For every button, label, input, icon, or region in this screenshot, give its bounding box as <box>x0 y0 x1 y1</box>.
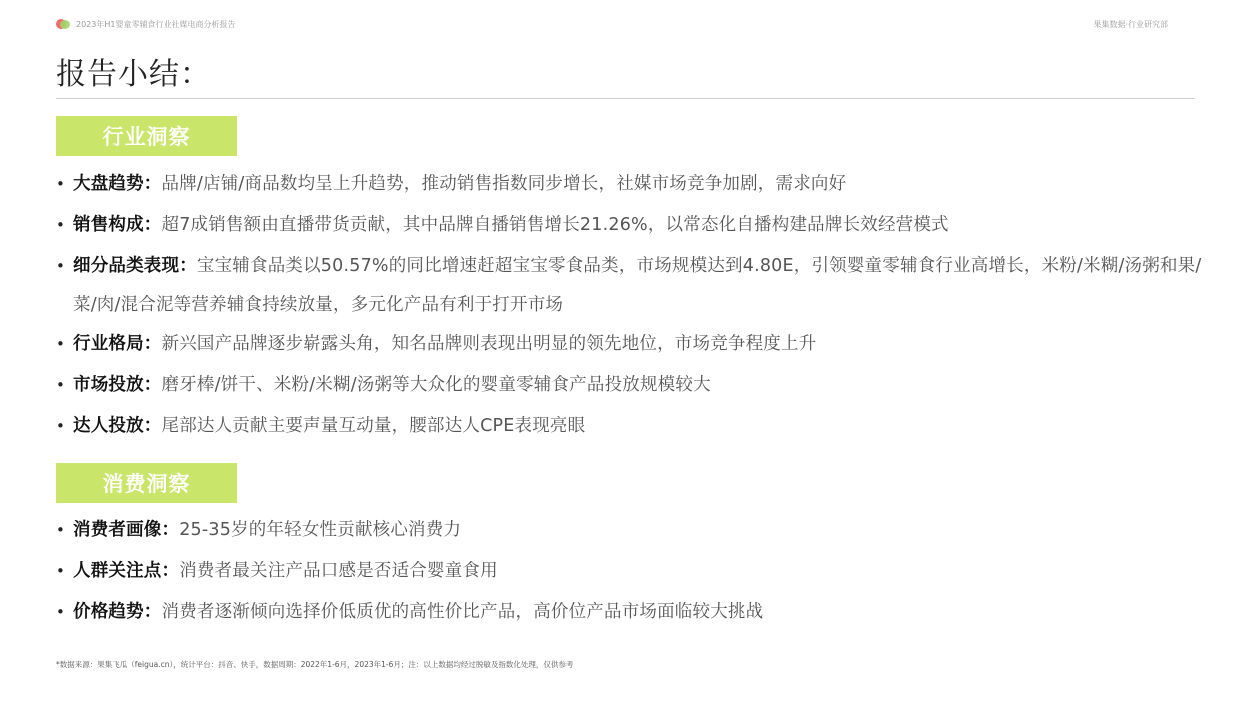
bullet-dot-icon: • <box>56 417 66 435</box>
bullet-dot-icon: • <box>56 562 66 580</box>
item-text: 25-35岁的年轻女性贡献核心消费力 <box>179 520 462 540</box>
item-key: 大盘趋势： <box>73 174 162 194</box>
bullet-dot-icon: • <box>56 175 66 193</box>
item-key: 人群关注点： <box>73 561 180 581</box>
bullet-dot-icon: • <box>56 216 66 234</box>
item-key: 细分品类表现： <box>73 256 197 276</box>
item-text: 超7成销售额由直播带货贡献，其中品牌自播销售增长21.26%，以常态化自播构建品牌长效经营模式 <box>161 215 949 235</box>
list-item-category-performance <box>56 247 1206 325</box>
report-header <box>56 17 1168 31</box>
item-key: 市场投放： <box>73 375 162 395</box>
bullet-dot-icon: • <box>56 376 66 394</box>
page-title: 报告小结： <box>56 57 211 92</box>
item-text: 品牌/店铺/商品数均呈上升趋势，推动销售指数同步增长，社媒市场竞争加剧，需求向好 <box>161 174 847 194</box>
list-item-consumer-profile <box>56 513 1206 547</box>
list-item-influencer-placement <box>56 409 1206 443</box>
data-source-footnote: *数据来源：果集飞瓜（feigua.cn），统计平台：抖音、快手，数据周期：2022年1-6月，2023年1-6月；注：以上数据均经过脱敏及指数化处理，仅供参考 <box>56 660 574 669</box>
section-banner-industry: 行业洞察 <box>56 116 237 156</box>
list-item-market-placement <box>56 368 1206 402</box>
header-left <box>56 19 235 30</box>
list-item-sales-composition <box>56 208 1206 242</box>
item-key: 销售构成： <box>73 215 162 235</box>
department-label: 果集数据·行业研究部 <box>1093 19 1168 29</box>
list-item-industry-landscape <box>56 327 1206 361</box>
bullet-dot-icon: • <box>56 521 66 539</box>
item-key: 行业格局： <box>73 334 162 354</box>
item-text: 宝宝辅食品类以50.57%的同比增速赶超宝宝零食品类，市场规模达到4.80E，引领婴童零辅食行业高增长，米粉/米糊/汤粥和果/菜/肉/混合泥等营养辅食持续放量，多元化产品有利于打开市场 <box>73 256 1202 315</box>
bullet-dot-icon: • <box>56 335 66 353</box>
bullet-dot-icon: • <box>56 257 66 275</box>
report-title: 2023年H1婴童零辅食行业社媒电商分析报告 <box>76 19 236 29</box>
list-item-consumer-concerns <box>56 554 1206 588</box>
bullet-dot-icon: • <box>56 603 66 621</box>
title-divider <box>56 98 1195 99</box>
item-text: 新兴国产品牌逐步崭露头角，知名品牌则表现出明显的领先地位，市场竞争程度上升 <box>161 334 817 354</box>
item-text: 尾部达人贡献主要声量互动量，腰部达人CPE表现亮眼 <box>161 416 586 436</box>
feigua-logo-icon <box>56 19 70 29</box>
item-text: 消费者最关注产品口感是否适合婴童食用 <box>179 561 498 581</box>
list-item-market-trend <box>56 167 1206 201</box>
item-key: 消费者画像： <box>73 520 180 540</box>
item-text: 磨牙棒/饼干、米粉/米糊/汤粥等大众化的婴童零辅食产品投放规模较大 <box>161 375 711 395</box>
industry-insight-list <box>56 167 1206 450</box>
list-item-price-trend <box>56 595 1206 629</box>
item-key: 价格趋势： <box>73 602 162 622</box>
logo-green-shape <box>60 20 70 29</box>
consumer-insight-list <box>56 513 1206 636</box>
item-text: 消费者逐渐倾向选择价低质优的高性价比产品，高价位产品市场面临较大挑战 <box>161 602 764 622</box>
item-key: 达人投放： <box>73 416 162 436</box>
section-banner-consumer: 消费洞察 <box>56 463 237 503</box>
